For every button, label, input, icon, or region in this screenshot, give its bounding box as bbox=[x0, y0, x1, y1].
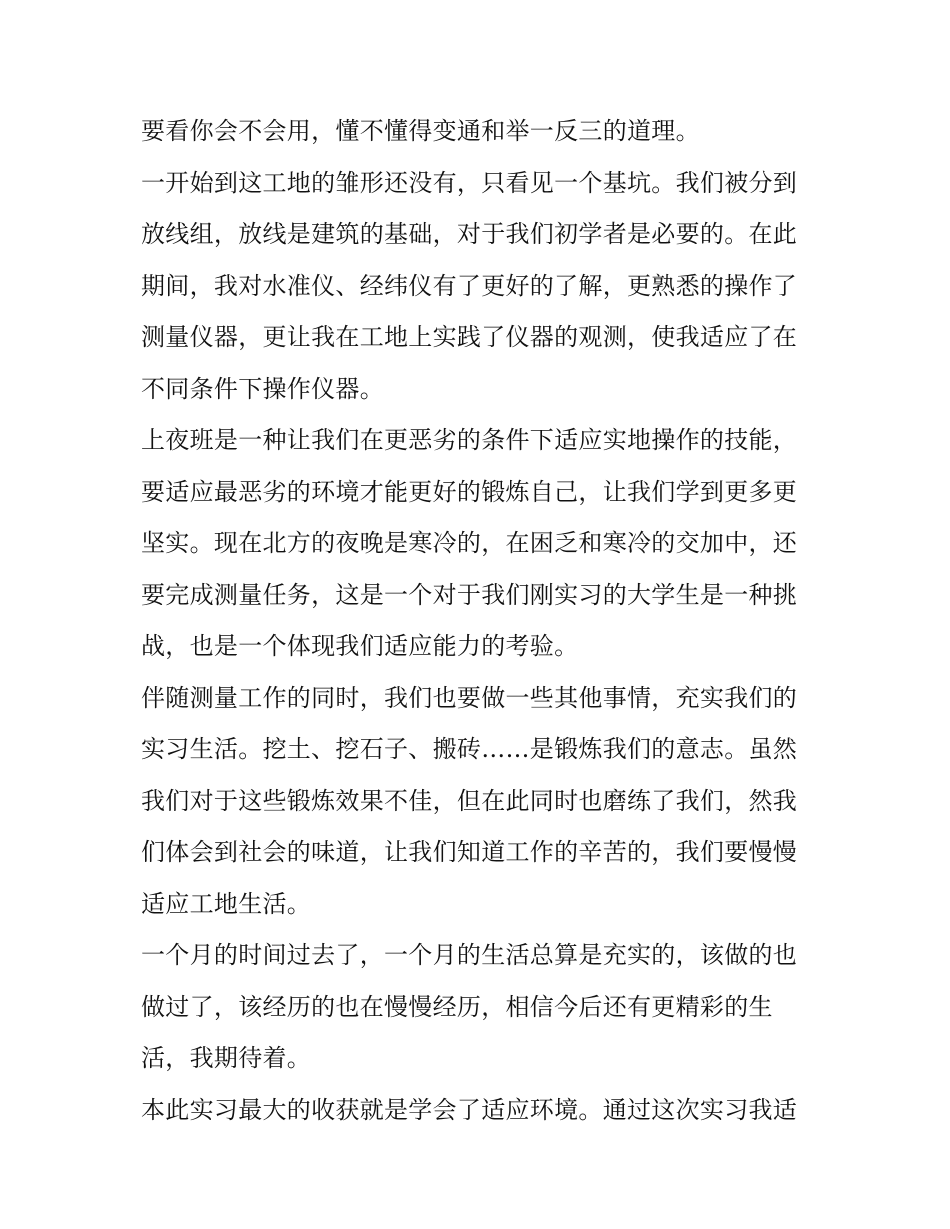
text-line: 我们对于这些锻炼效果不佳，但在此同时也磨练了我们，然我 bbox=[141, 786, 798, 815]
text-line: 做过了，该经历的也在慢慢经历，相信今后还有更精彩的生 bbox=[141, 992, 773, 1021]
text-line: 战，也是一个体现我们适应能力的考验。 bbox=[141, 632, 579, 660]
text-line: 伴随测量工作的同时，我们也要做一些其他事情，充实我们的 bbox=[141, 683, 798, 712]
text-line: 放线组，放线是建筑的基础，对于我们初学者是必要的。在此 bbox=[141, 220, 798, 248]
paragraph-3 bbox=[141, 415, 821, 673]
text-line: 要看你会不会用，懂不懂得变通和举一反三的道理。 bbox=[141, 117, 700, 145]
text-line: 活，我期待着。 bbox=[141, 1044, 312, 1072]
text-line: 们体会到社会的味道，让我们知道工作的辛苦的，我们要慢慢 bbox=[141, 838, 798, 866]
text-line: 实习生活。挖土、挖石子、搬砖……是锻炼我们的意志。虽然 bbox=[141, 735, 798, 763]
paragraph-6 bbox=[141, 1085, 821, 1137]
text-line: 要适应最恶劣的环境才能更好的锻炼自己，让我们学到更多更 bbox=[141, 477, 798, 506]
text-line: 上夜班是一种让我们在更恶劣的条件下适应实地操作的技能， bbox=[141, 426, 798, 454]
text-line: 期间，我对水准仪、经纬仪有了更好的了解，更熟悉的操作了 bbox=[141, 271, 798, 300]
text-line: 要完成测量任务，这是一个对于我们刚实习的大学生是一种挑 bbox=[141, 580, 798, 609]
text-line: 坚实。现在北方的夜晚是寒冷的，在困乏和寒冷的交加中，还 bbox=[141, 529, 798, 557]
paragraph-1 bbox=[141, 106, 821, 158]
text-line: 不同条件下操作仪器。 bbox=[141, 374, 384, 403]
text-line: 适应工地生活。 bbox=[141, 889, 312, 918]
text-line: 测量仪器，更让我在工地上实践了仪器的观测，使我适应了在 bbox=[141, 323, 798, 351]
paragraph-4 bbox=[141, 673, 821, 931]
paragraph-5 bbox=[141, 930, 821, 1085]
document-body bbox=[141, 106, 821, 1136]
text-line: 一开始到这工地的雏形还没有，只看见一个基坑。我们被分到 bbox=[141, 168, 798, 197]
text-line: 一个月的时间过去了，一个月的生活总算是充实的，该做的也 bbox=[141, 941, 798, 969]
text-line: 本此实习最大的收获就是学会了适应环境。通过这次实习我适 bbox=[141, 1095, 798, 1124]
paragraph-2 bbox=[141, 158, 821, 416]
